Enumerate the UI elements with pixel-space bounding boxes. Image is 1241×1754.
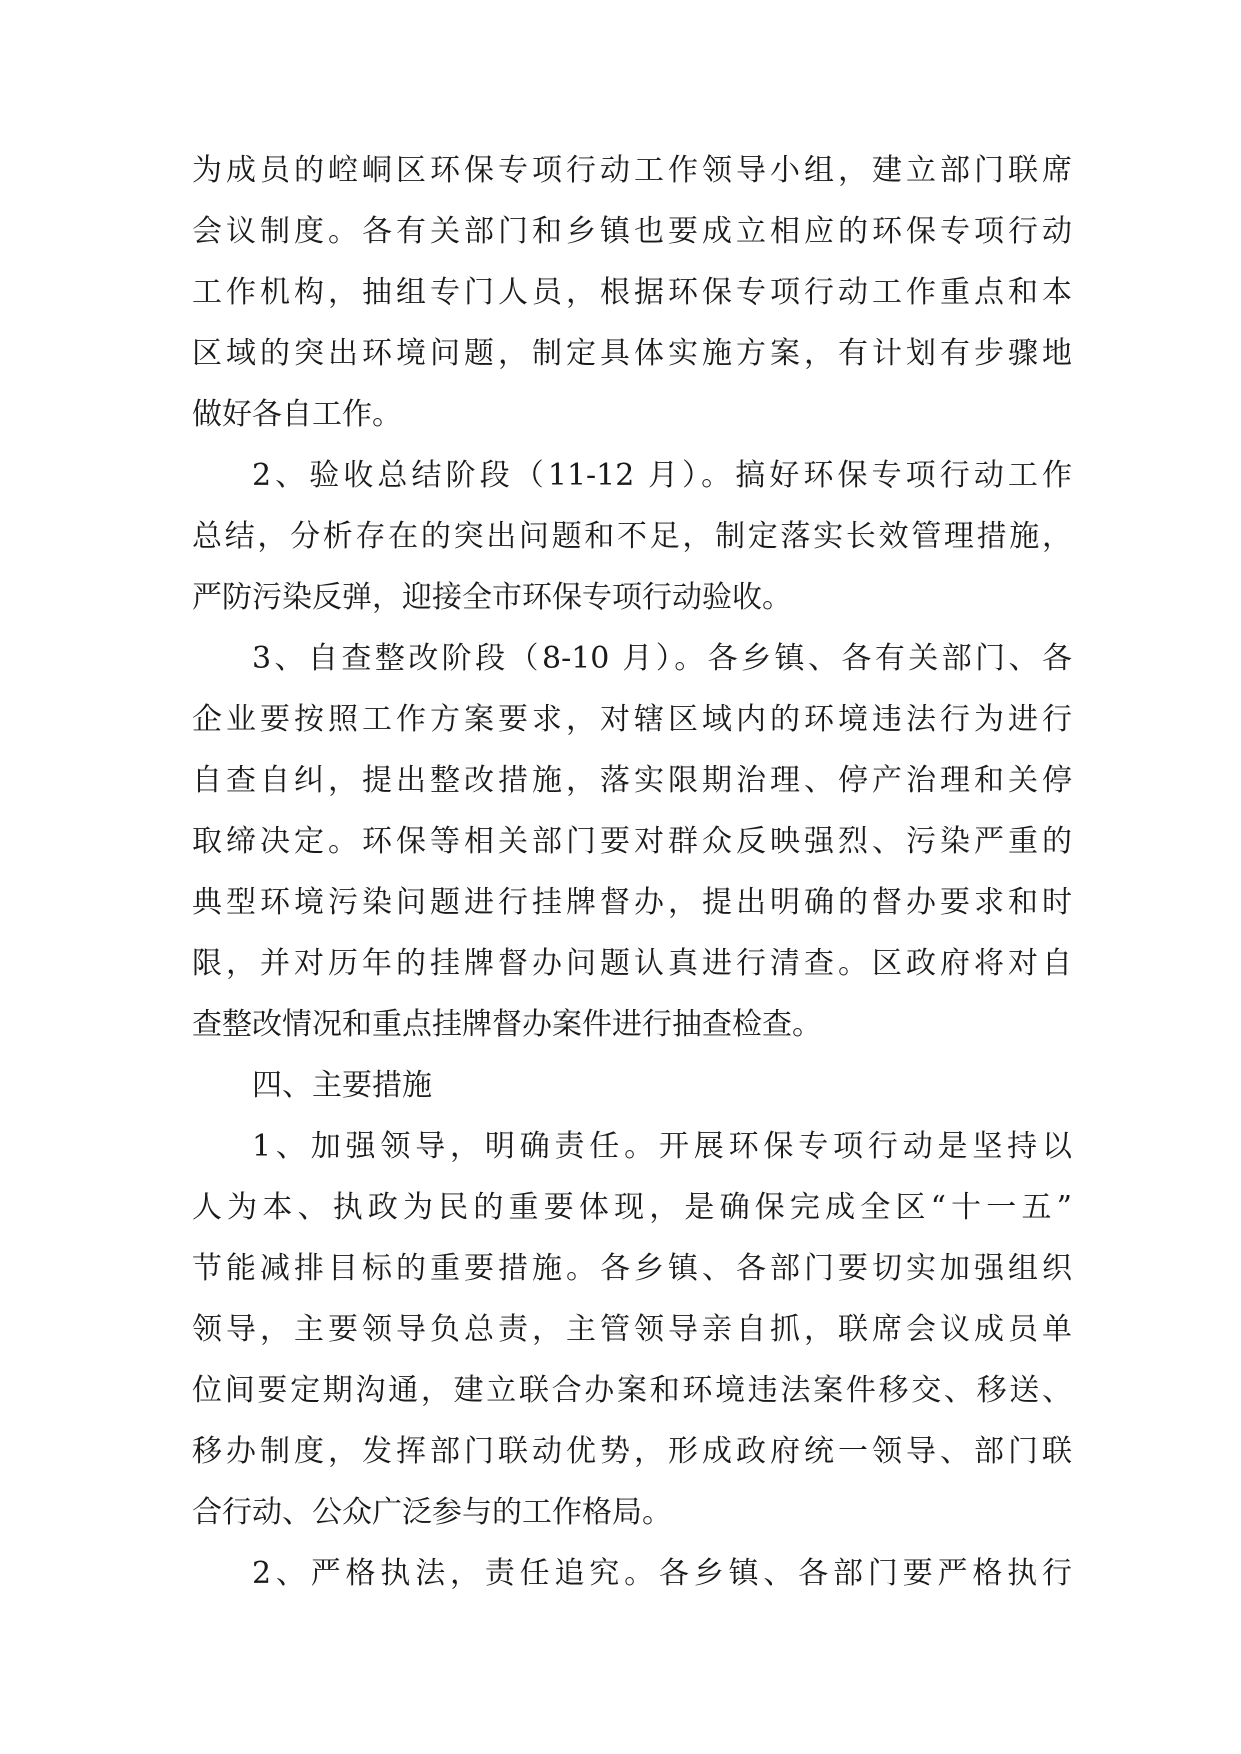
text-line: 移办制度，发挥部门联动优势，形成政府统一领导、部门联 [192, 1434, 1072, 1469]
text-line: 自查自纠，提出整改措施，落实限期治理、停产治理和关停 [192, 763, 1072, 798]
text-line: 企业要按照工作方案要求，对辖区域内的环境违法行为进行 [192, 702, 1072, 737]
text-line: 严防污染反弹，迎接全市环保专项行动验收。 [192, 580, 792, 615]
text-line: 合行动、公众广泛参与的工作格局。 [192, 1495, 672, 1530]
text-line: 工作机构，抽组专门人员，根据环保专项行动工作重点和本 [192, 275, 1072, 310]
text-line: 做好各自工作。 [192, 397, 402, 432]
paragraph-start: 1、加强领导，明确责任。开展环保专项行动是坚持以 [252, 1129, 1072, 1164]
text-line: 查整改情况和重点挂牌督办案件进行抽查检查。 [192, 1007, 822, 1042]
text-line: 区域的突出环境问题，制定具体实施方案，有计划有步骤地 [192, 336, 1072, 371]
text-line: 领导，主要领导负总责，主管领导亲自抓，联席会议成员单 [192, 1312, 1072, 1347]
text-line: 限，并对历年的挂牌督办问题认真进行清查。区政府将对自 [192, 946, 1072, 981]
paragraph-start: 2、验收总结阶段（11-12 月）。搞好环保专项行动工作 [252, 458, 1072, 493]
text-line: 为成员的崆峒区环保专项行动工作领导小组，建立部门联席 [192, 153, 1072, 188]
paragraph-start: 2、严格执法，责任追究。各乡镇、各部门要严格执行 [252, 1556, 1072, 1591]
text-line: 总结，分析存在的突出问题和不足，制定落实长效管理措施， [192, 519, 1072, 554]
text-line: 取缔决定。环保等相关部门要对群众反映强烈、污染严重的 [192, 824, 1072, 859]
text-line: 会议制度。各有关部门和乡镇也要成立相应的环保专项行动 [192, 214, 1072, 249]
paragraph-start: 3、自查整改阶段（8-10 月）。各乡镇、各有关部门、各 [252, 641, 1072, 676]
text-line: 典型环境污染问题进行挂牌督办，提出明确的督办要求和时 [192, 885, 1072, 920]
text-line: 人为本、执政为民的重要体现，是确保完成全区“十一五” [192, 1190, 1072, 1225]
text-line: 位间要定期沟通，建立联合办案和环境违法案件移交、移送、 [192, 1373, 1072, 1408]
section-heading: 四、主要措施 [252, 1068, 432, 1103]
text-line: 节能减排目标的重要措施。各乡镇、各部门要切实加强组织 [192, 1251, 1072, 1286]
